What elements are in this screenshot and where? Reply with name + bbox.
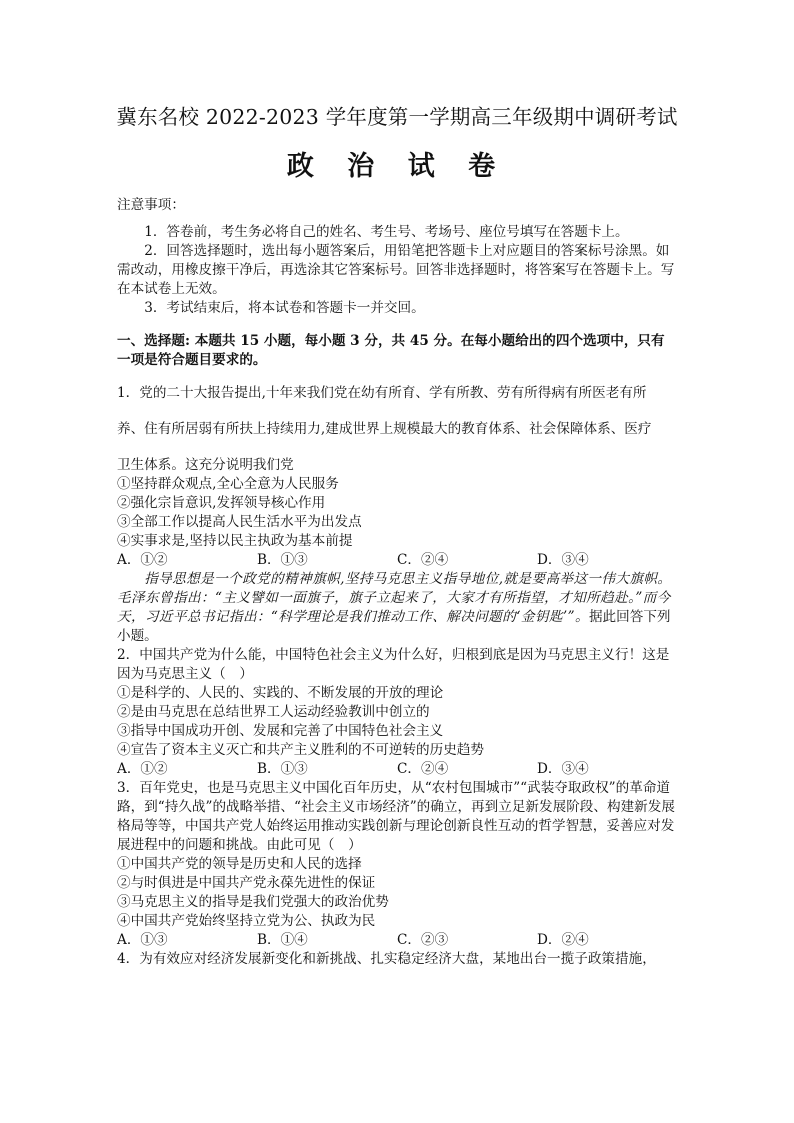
answer-choices bbox=[117, 760, 677, 779]
choice-a: A．①② bbox=[117, 761, 168, 777]
question-option: ④中国共产党始终坚持立党为公、执政为民 bbox=[117, 913, 376, 929]
choice-c: C．②④ bbox=[397, 552, 449, 568]
choice-c: C．②④ bbox=[397, 761, 449, 777]
exam-title: 冀东名校 2022-2023 学年度第一学期高三年级期中调研考试 bbox=[116, 105, 678, 129]
question-option: ②强化宗旨意识,发挥领导核心作用 bbox=[117, 495, 326, 511]
question-2 bbox=[117, 646, 677, 779]
question-3 bbox=[117, 779, 677, 950]
question-option: ②与时俱进是中国共产党永葆先进性的保证 bbox=[117, 875, 376, 891]
question-stem: 养、住有所居弱有所扶上持续用力,建成世界上规模最大的教育体系、社会保障体系、医疗 bbox=[117, 421, 652, 437]
answer-choices bbox=[117, 551, 677, 570]
exam-subtitle: 政 治 试 卷 bbox=[286, 151, 508, 182]
answer-choices bbox=[117, 931, 677, 950]
exam-content bbox=[117, 196, 677, 969]
question-option: ③全部工作以提高人民生活水平为出发点 bbox=[117, 514, 362, 530]
question-option: ④实事求是,坚持以民主执政为基本前提 bbox=[117, 533, 353, 549]
choice-b: B．①④ bbox=[257, 932, 308, 948]
question-stem: 卫生体系。这充分说明我们党 bbox=[117, 457, 294, 473]
question-option: ④宣告了资本主义灭亡和共产主义胜利的不可逆转的历史趋势 bbox=[117, 742, 485, 758]
choice-d: D．③④ bbox=[537, 552, 589, 568]
notice-item: 2．回答选择题时，选出每小题答案后，用铅笔把答题卡上对应题目的答案标号涂黑。如需改动，用橡皮擦干净后，再选涂其它答案标号。回答非选择题时，将答案写在答题卡上。写在本试卷上无效。 bbox=[117, 243, 675, 297]
choice-b: B．①③ bbox=[257, 761, 308, 777]
question-option: ②是由马克思在总结世界工人运动经验教训中创立的 bbox=[117, 704, 430, 720]
question-stem: 3．百年党史，也是马克思主义中国化百年历史，从“农村包围城市”“武装夺取政权”的革命道路，到“持久战”的战略举措、“社会主义市场经济”的确立，再到立足新发展阶段、构建新发展格局等等，中国共产党人始终运用推动实践创新与理论创新良性互动的哲学智慧，妥善应对发展进程中的问题和挑战。由此可见（ ） bbox=[117, 780, 675, 853]
question-option: ①是科学的、人民的、实践的、不断发展的开放的理论 bbox=[117, 685, 444, 701]
choice-b: B．①③ bbox=[257, 552, 308, 568]
question-option: ③马克思主义的指导是我们党强大的政治优势 bbox=[117, 894, 389, 910]
choice-a: A．①② bbox=[117, 552, 168, 568]
question-option: ①坚持群众观点,全心全意为人民服务 bbox=[117, 476, 339, 492]
question-stem: 2．中国共产党为什么能，中国特色社会主义为什么好，归根到底是因为马克思主义行！这是因为马克思主义（ ） bbox=[117, 647, 670, 682]
question-stem: 4．为有效应对经济发展新变化和新挑战、扎实稳定经济大盘，某地出台一揽子政策措施， bbox=[117, 951, 656, 967]
notice-heading: 注意事项： bbox=[117, 197, 185, 213]
notice-item: 3．考试结束后，将本试卷和答题卡一并交回。 bbox=[144, 300, 425, 316]
question-option: ①中国共产党的领导是历史和人民的选择 bbox=[117, 856, 362, 872]
question-option: ③指导中国成功开创、发展和完善了中国特色社会主义 bbox=[117, 723, 444, 739]
choice-d: D．③④ bbox=[537, 761, 589, 777]
reading-material: 指导思想是一个政党的精神旗帜,坚持马克思主义指导地位,就是要高举这一伟大旗帜。毛泽东曾指出：“主义譬如一面旗子，旗子立起来了，大家才有所指望，才知所趋赴。”而今天，习近平总书记指出：“科学理论是我们推动工作、解决问题的‘金钥匙’”。据此回答下列小题。 bbox=[117, 571, 672, 644]
choice-a: A．①③ bbox=[117, 932, 168, 948]
notice-item: 1．答卷前，考生务必将自己的姓名、考生号、考场号、座位号填写在答题卡上。 bbox=[144, 224, 629, 240]
choice-c: C．②③ bbox=[397, 932, 449, 948]
question-stem: 1．党的二十大报告提出,十年来我们党在幼有所育、学有所教、劳有所得病有所医老有所 bbox=[117, 385, 647, 401]
question-1 bbox=[117, 384, 677, 570]
question-4 bbox=[117, 950, 677, 969]
choice-d: D．②④ bbox=[537, 932, 589, 948]
section-heading: 一、选择题: 本题共 15 小题，每小题 3 分，共 45 分。在每小题给出的四个选项中，只有一项是符合题目要求的。 bbox=[117, 333, 665, 368]
